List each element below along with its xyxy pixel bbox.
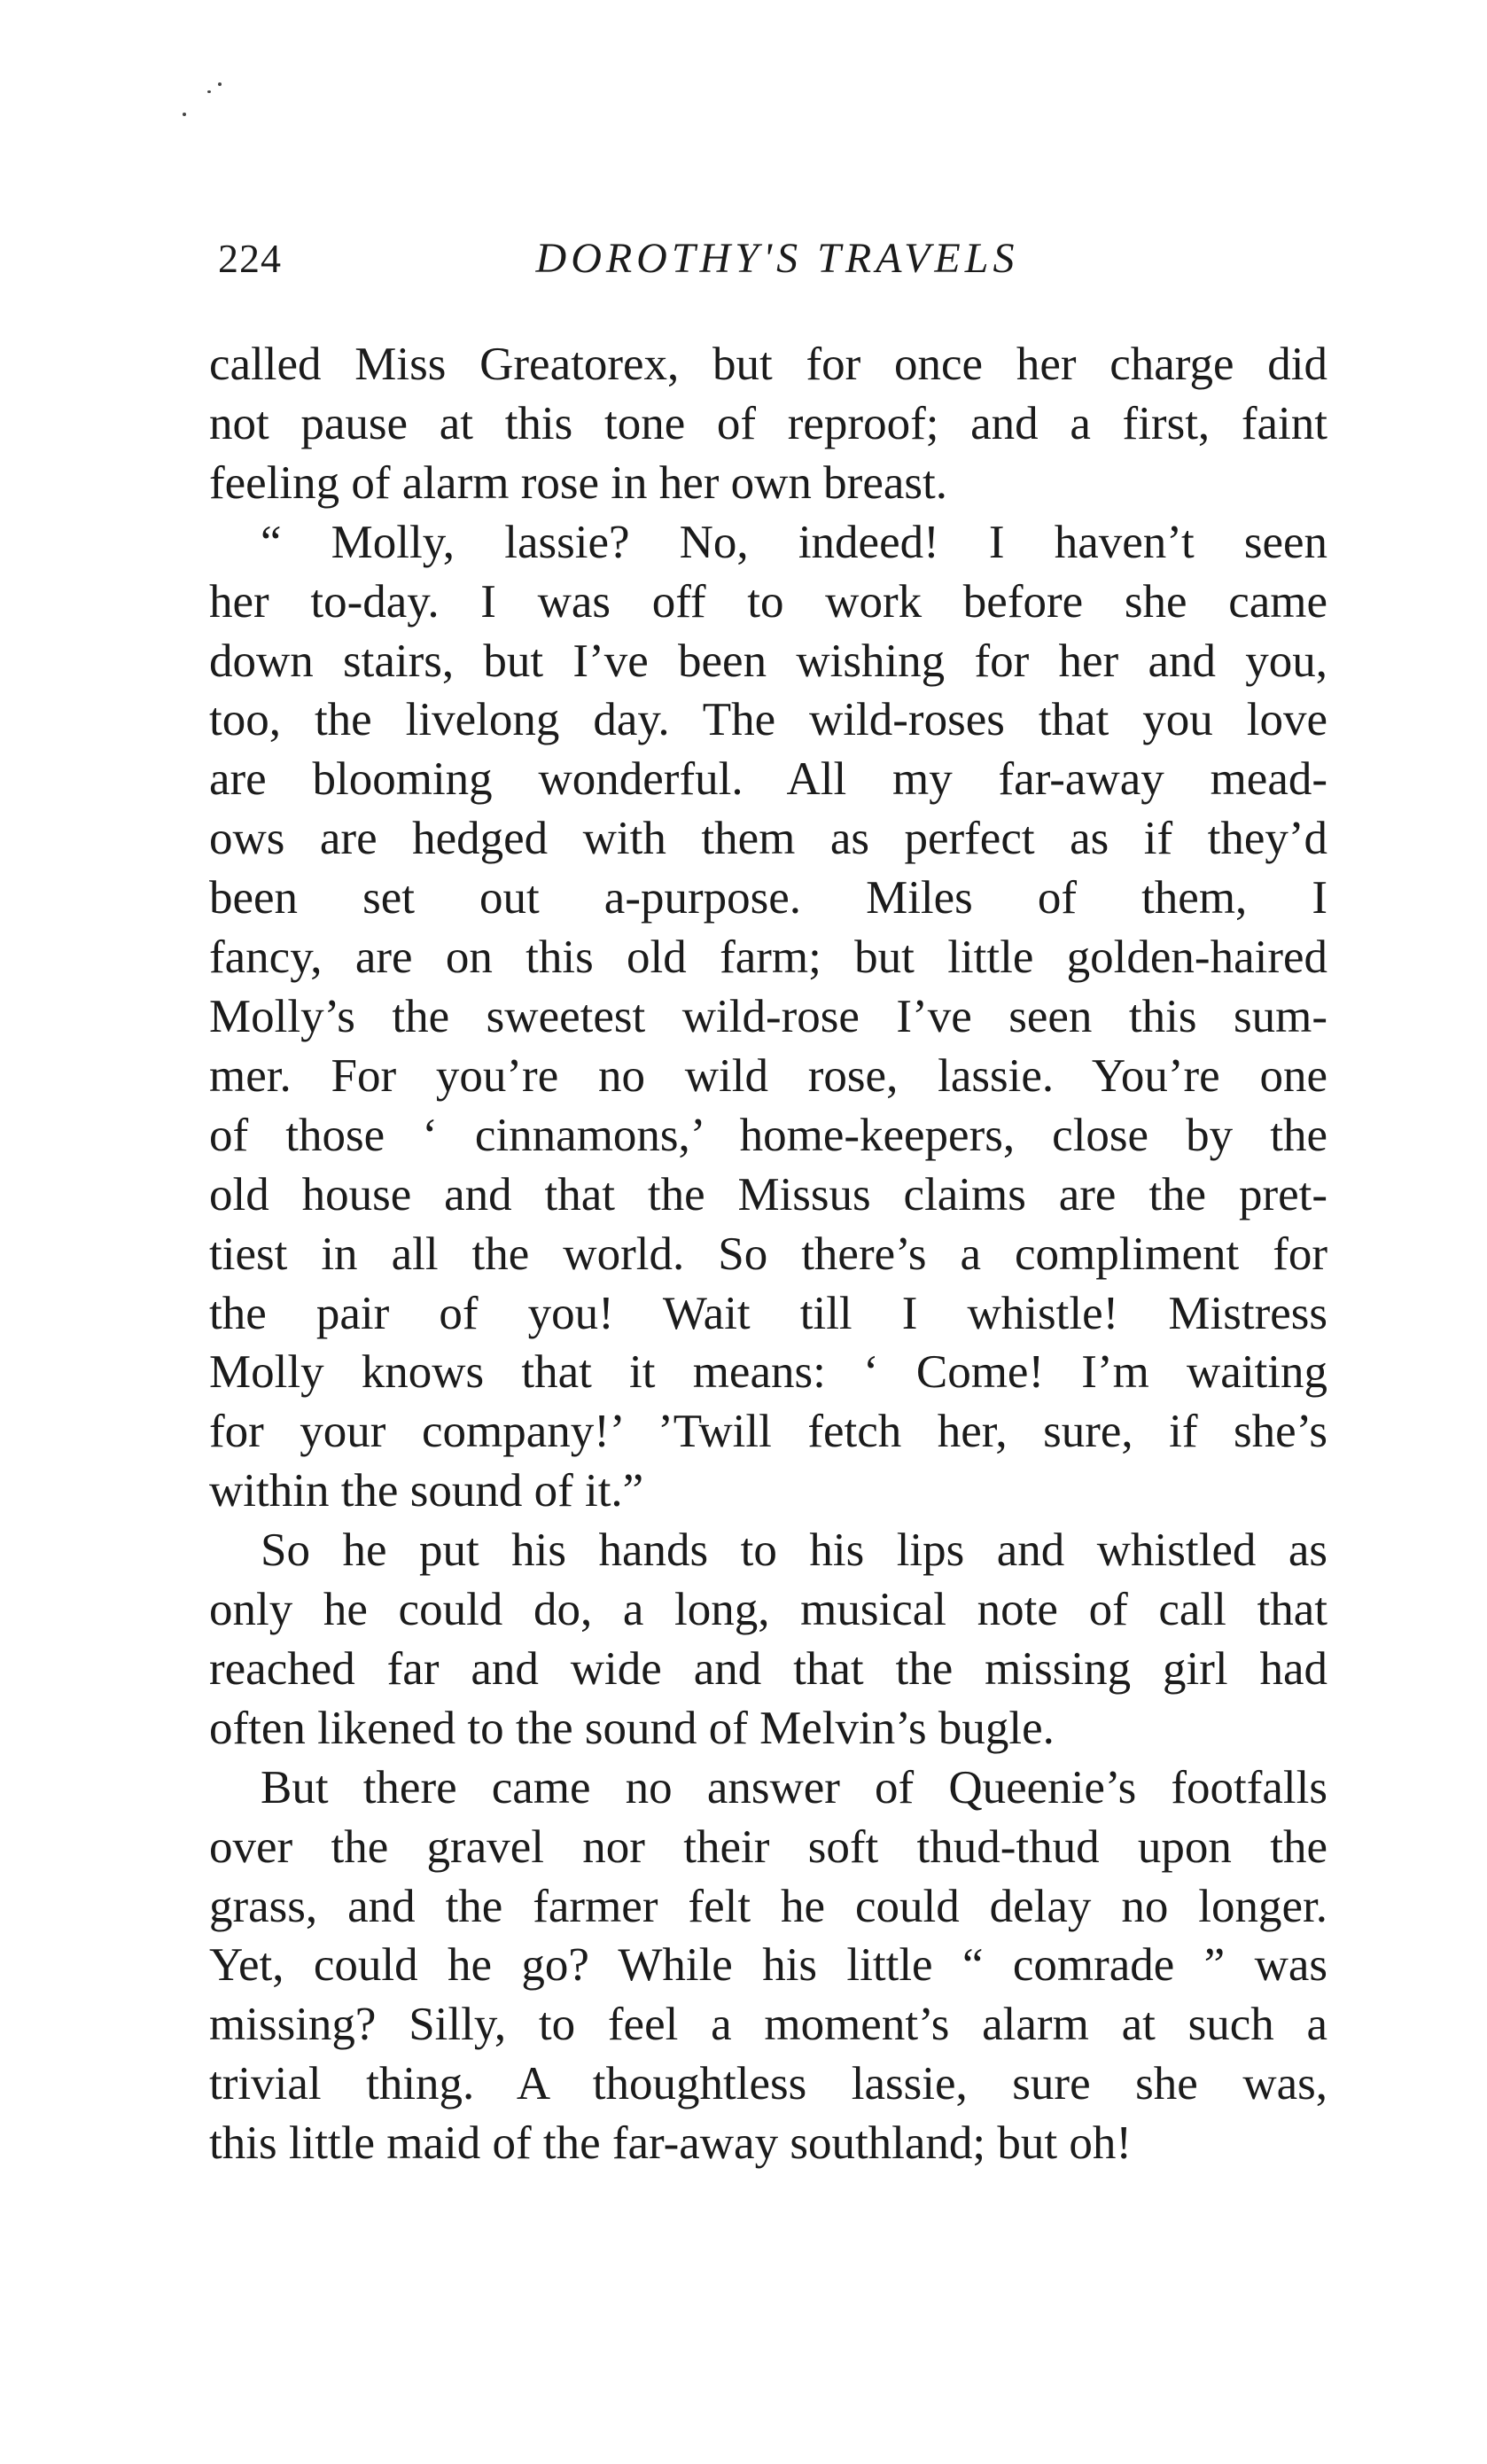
paragraph	[209, 1521, 1327, 1758]
page-number: 224	[218, 236, 282, 281]
text-line: missing? Silly, to feel a moment’s alarm at such a	[209, 1999, 1327, 2051]
text-line: called Miss Greatorex, but for once her charge did	[209, 339, 1327, 390]
text-line: feeling of alarm rose in her own breast.	[209, 456, 947, 509]
text-line: ows are hedged with them as perfect as if they’d	[209, 813, 1327, 865]
ink-speck	[207, 90, 211, 93]
text-line: of those ‘ cinnamons,’ home-keepers, close by the	[209, 1109, 1327, 1161]
text-line: Yet, could he go? While his little “ comrade ” was	[209, 1939, 1327, 1992]
text-line: within the sound of it.”	[209, 1465, 644, 1517]
text-line: But there came no answer of Queenie’s footfalls	[261, 1761, 1327, 1813]
body-text	[209, 335, 1327, 2173]
text-line: only he could do, a long, musical note of call that	[209, 1584, 1327, 1636]
paragraph	[209, 335, 1327, 513]
text-line: often likened to the sound of Melvin’s bugle.	[209, 1702, 1055, 1754]
running-title: DOROTHY'S TRAVELS	[535, 235, 1019, 282]
text-line: are blooming wonderful. All my far-away mead-	[209, 753, 1327, 806]
text-line: down stairs, but I’ve been wishing for her and you,	[209, 635, 1327, 687]
text-line: too, the livelong day. The wild-roses that you love	[209, 694, 1327, 746]
text-line: for your company!’ ’Twill fetch her, sure, if she’s	[209, 1406, 1327, 1458]
text-line: fancy, are on this old farm; but little golden-haired	[209, 932, 1327, 984]
text-line: tiest in all the world. So there’s a compliment for	[209, 1228, 1327, 1280]
paragraph	[209, 513, 1327, 1521]
text-line: Molly’s the sweetest wild-rose I’ve seen this sum-	[209, 990, 1327, 1042]
text-line: old house and that the Missus claims are the pret-	[209, 1168, 1327, 1220]
page-header	[209, 232, 1327, 285]
text-line: her to-day. I was off to work before she came	[209, 575, 1327, 628]
text-line: grass, and the farmer felt he could delay no longer.	[209, 1880, 1327, 1932]
text-line: Molly knows that it means: ‘ Come! I’m waiting	[209, 1346, 1327, 1399]
text-line: “ Molly, lassie? No, indeed! I haven’t seen	[261, 516, 1327, 568]
paragraph	[209, 1758, 1327, 2173]
text-line: the pair of you! Wait till I whistle! Mistress	[209, 1287, 1327, 1339]
text-line: So he put his hands to his lips and whistled as	[261, 1524, 1327, 1577]
text-line: not pause at this tone of reproof; and a first, faint	[209, 397, 1327, 449]
text-line: mer. For you’re no wild rose, lassie. You’re one	[209, 1049, 1327, 1102]
text-line: reached far and wide and that the missing girl had	[209, 1642, 1327, 1695]
text-line: this little maid of the far-away southland; but oh!	[209, 2117, 1133, 2170]
ink-speck	[218, 82, 222, 86]
text-line: over the gravel nor their soft thud-thud upon the	[209, 1821, 1327, 1873]
text-line: been set out a-purpose. Miles of them, I	[209, 872, 1327, 924]
ink-speck	[183, 113, 186, 116]
text-line: trivial thing. A thoughtless lassie, sure she was,	[209, 2058, 1327, 2110]
